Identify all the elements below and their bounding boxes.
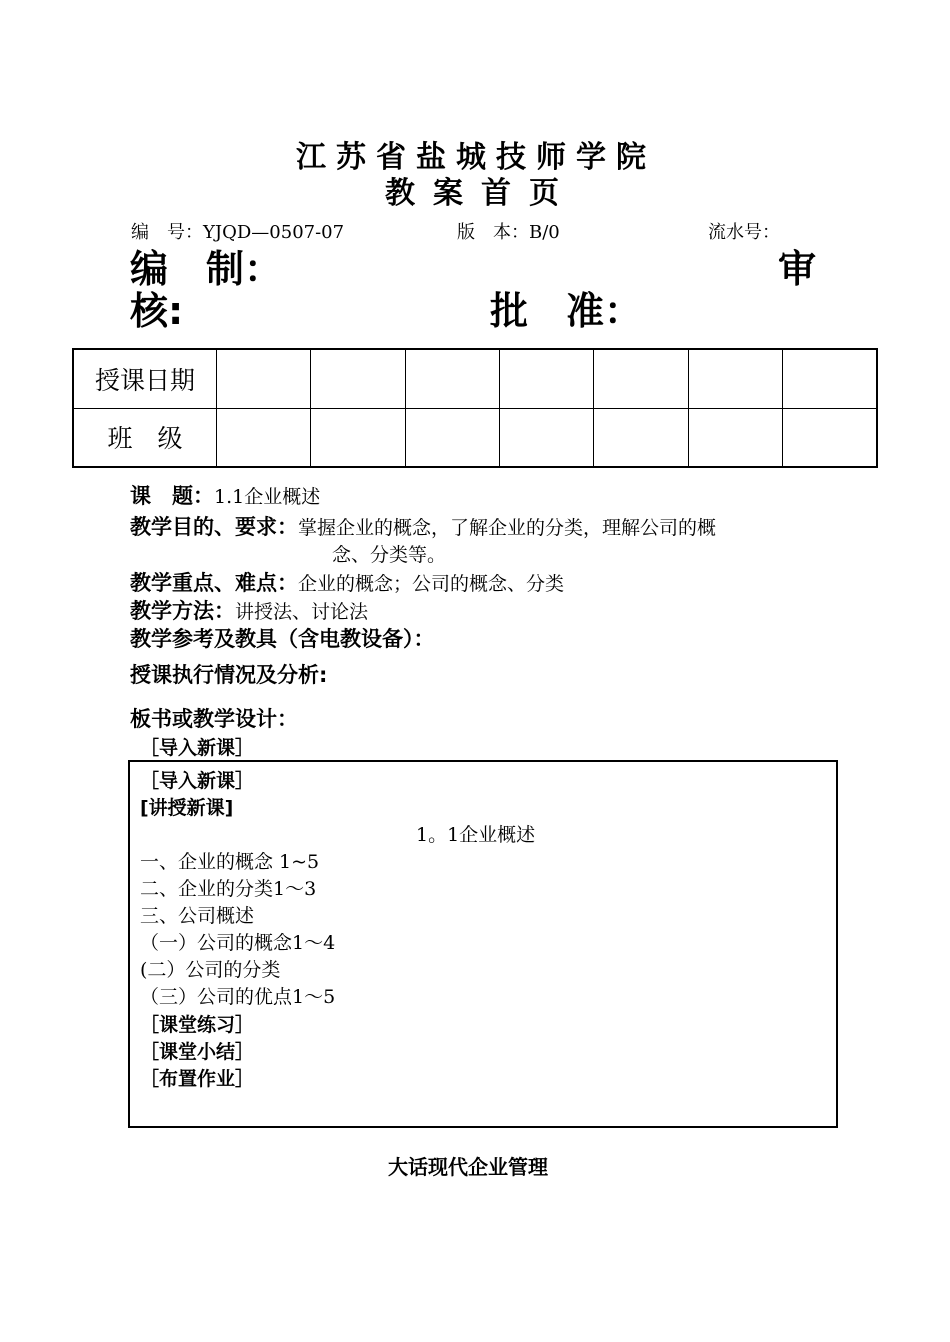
schedule-cell bbox=[783, 349, 877, 408]
topic-value: 1.1企业概述 bbox=[214, 486, 321, 508]
schedule-date-label: 授课日期 bbox=[73, 349, 217, 408]
board-design-box bbox=[128, 760, 838, 1128]
board-item: （一）公司的概念1～4 bbox=[140, 932, 336, 954]
goal-line bbox=[130, 511, 716, 541]
approve-label: 批 准： bbox=[490, 289, 643, 333]
intro-heading-outside: ［导入新课］ bbox=[140, 737, 255, 759]
schedule-cell bbox=[783, 408, 877, 467]
document-title: 教案首页 bbox=[385, 176, 577, 211]
schedule-row-class bbox=[73, 408, 877, 467]
review-label-part2: 核: bbox=[130, 289, 184, 333]
schedule-cell bbox=[217, 349, 311, 408]
method-line bbox=[130, 595, 368, 625]
schedule-class-label: 班 级 bbox=[73, 408, 217, 467]
schedule-cell bbox=[688, 408, 782, 467]
board-item: 一、企业的概念 1~5 bbox=[140, 851, 320, 873]
method-value: 讲授法、讨论法 bbox=[235, 601, 369, 623]
schedule-table bbox=[72, 348, 878, 468]
schedule-cell bbox=[594, 408, 688, 467]
schedule-cell bbox=[311, 408, 405, 467]
board-item: 三、公司概述 bbox=[140, 905, 255, 927]
schedule-cell bbox=[217, 408, 311, 467]
compile-label: 编 制： bbox=[130, 247, 283, 291]
board-practice: ［课堂练习］ bbox=[140, 1014, 255, 1036]
schedule-cell bbox=[311, 349, 405, 408]
board-lecture: [讲授新课] bbox=[140, 797, 234, 819]
board-item: 二、企业的分类1～3 bbox=[140, 878, 317, 900]
goal-label: 教学目的、要求： bbox=[130, 515, 298, 539]
serial-number: 流水号： bbox=[708, 222, 780, 243]
board-item: （三）公司的优点1～5 bbox=[140, 986, 336, 1008]
focus-value: 企业的概念；公司的概念、分类 bbox=[298, 573, 565, 595]
schedule-cell bbox=[500, 408, 594, 467]
schedule-cell bbox=[405, 349, 499, 408]
board-intro: ［导入新课］ bbox=[140, 770, 255, 792]
design-label: 板书或教学设计： bbox=[130, 707, 298, 731]
schedule-cell bbox=[688, 349, 782, 408]
board-center-title: 1。1企业概述 bbox=[416, 824, 536, 846]
review-label-part1: 审 bbox=[778, 247, 817, 291]
schedule-cell bbox=[405, 408, 499, 467]
reference-label: 教学参考及教具（含电教设备）： bbox=[130, 627, 435, 651]
execution-label: 授课执行情况及分析: bbox=[130, 663, 328, 687]
schedule-cell bbox=[594, 349, 688, 408]
school-title: 江苏省盐城技师学院 bbox=[296, 140, 656, 175]
goal-value-line1: 掌握企业的概念，了解企业的分类，理解公司的概 bbox=[298, 517, 717, 539]
focus-line bbox=[130, 567, 564, 597]
document-number: 编 号：YJQD—0507-07 bbox=[131, 222, 345, 243]
schedule-cell bbox=[500, 349, 594, 408]
board-homework: ［布置作业］ bbox=[140, 1068, 255, 1090]
topic-label: 课 题： bbox=[130, 484, 214, 508]
topic-line bbox=[130, 480, 320, 510]
board-summary: ［课堂小结］ bbox=[140, 1041, 255, 1063]
goal-value-line2: 念、分类等。 bbox=[332, 544, 447, 566]
document-version: 版 本：B/0 bbox=[457, 222, 560, 243]
method-label: 教学方法： bbox=[130, 599, 235, 623]
focus-label: 教学重点、难点： bbox=[130, 571, 298, 595]
board-item: (二）公司的分类 bbox=[140, 959, 281, 981]
footer-caption: 大话现代企业管理 bbox=[388, 1155, 548, 1179]
schedule-row-date bbox=[73, 349, 877, 408]
